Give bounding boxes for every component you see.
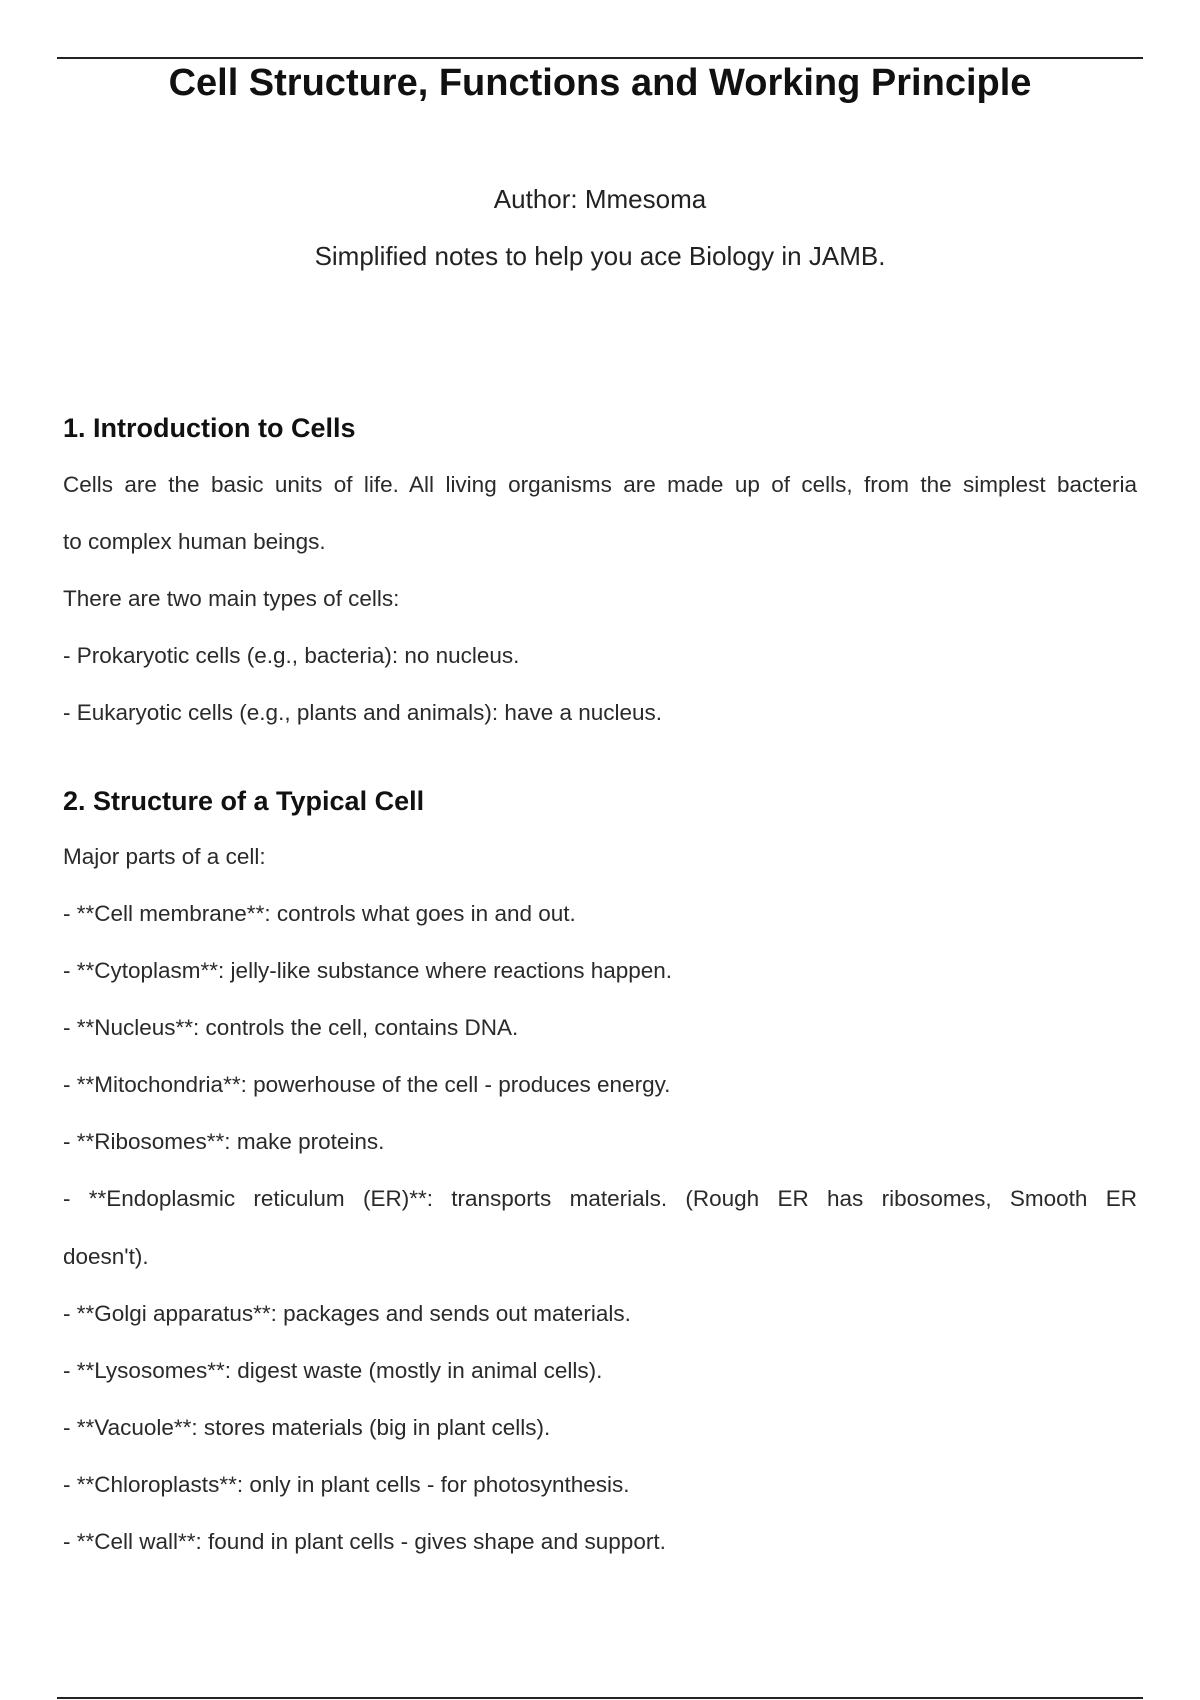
list-item: - **Nucleus**: controls the cell, contains DNA.: [63, 1015, 519, 1040]
document-title: Cell Structure, Functions and Working Principle: [168, 62, 1032, 104]
top-rule: [57, 57, 1143, 59]
list-item: - Prokaryotic cells (e.g., bacteria): no nucleus.: [63, 643, 520, 668]
author-line: Author: Mmesoma: [493, 184, 707, 214]
list-item: - **Cytoplasm**: jelly-like substance where reactions happen.: [63, 958, 673, 983]
paragraph-line: Major parts of a cell:: [63, 844, 266, 869]
list-item: - Eukaryotic cells (e.g., plants and animals): have a nucleus.: [63, 700, 663, 725]
list-item: - **Endoplasmic reticulum (ER)**: transports materials. (Rough ER has ribosomes, Smooth ER: [63, 1186, 1137, 1211]
list-item: - **Vacuole**: stores materials (big in plant cells).: [63, 1415, 551, 1440]
list-item: - **Mitochondria**: powerhouse of the cell - produces energy.: [63, 1072, 671, 1097]
paragraph-line: Cells are the basic units of life. All living organisms are made up of cells, from the simplest bacteria: [63, 472, 1137, 497]
list-item: - **Golgi apparatus**: packages and sends out materials.: [63, 1301, 631, 1326]
section-heading-introduction: 1. Introduction to Cells: [63, 413, 356, 443]
list-item: - **Chloroplasts**: only in plant cells - for photosynthesis.: [63, 1472, 630, 1497]
list-item: - **Cell membrane**: controls what goes in and out.: [63, 901, 576, 926]
bottom-rule: [57, 1697, 1143, 1699]
list-item: - **Cell wall**: found in plant cells - gives shape and support.: [63, 1529, 666, 1554]
list-item: - **Ribosomes**: make proteins.: [63, 1129, 385, 1154]
section-heading-structure: 2. Structure of a Typical Cell: [63, 786, 425, 816]
list-item: - **Lysosomes**: digest waste (mostly in animal cells).: [63, 1358, 603, 1383]
paragraph-line: There are two main types of cells:: [63, 586, 400, 611]
paragraph-line: to complex human beings.: [63, 529, 326, 554]
list-item-continuation: doesn't).: [63, 1244, 149, 1269]
subtitle-line: Simplified notes to help you ace Biology in JAMB.: [314, 241, 886, 271]
